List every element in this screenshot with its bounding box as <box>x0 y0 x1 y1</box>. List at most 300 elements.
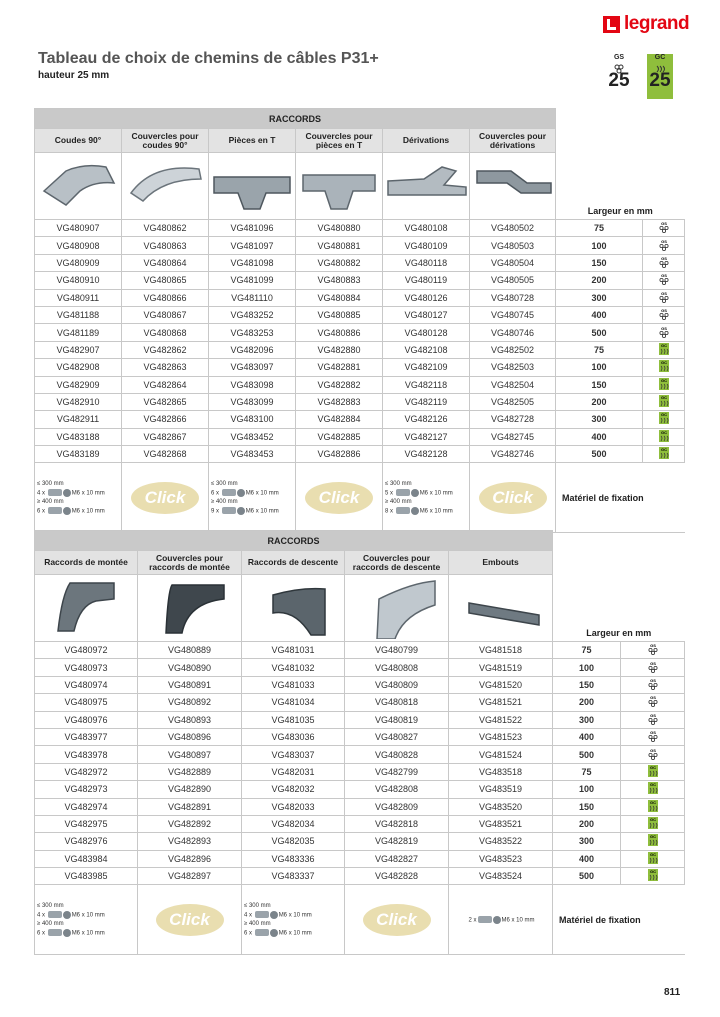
reference-cell[interactable]: VG482118 <box>383 376 470 393</box>
reference-cell[interactable]: VG481188 <box>35 306 122 323</box>
column-header: Couvercles pour pièces en T <box>296 129 383 153</box>
table-row <box>35 711 685 728</box>
gs-finish-icon <box>647 748 659 760</box>
reference-cell[interactable]: VG483519 <box>449 781 553 798</box>
reference-cell[interactable]: VG482889 <box>138 763 242 780</box>
table-row <box>35 411 685 428</box>
reference-cell[interactable]: VG482863 <box>122 359 209 376</box>
reference-cell[interactable]: VG480885 <box>296 306 383 323</box>
hardware-text: 9 x <box>211 508 220 515</box>
nut-icon <box>493 916 501 924</box>
reference-cell[interactable]: VG483524 <box>449 868 553 885</box>
svg-text:GC: GC <box>649 834 656 840</box>
click-button[interactable]: Click <box>305 482 373 514</box>
reference-cell[interactable]: VG480973 <box>35 659 138 676</box>
hardware-text: ≥ 400 mm <box>385 498 412 505</box>
table-row <box>35 815 685 832</box>
reference-cell[interactable]: VG480863 <box>122 237 209 254</box>
reference-cell[interactable]: VG480119 <box>383 272 470 289</box>
reference-cell[interactable]: VG483099 <box>209 393 296 410</box>
reference-cell[interactable]: VG480108 <box>383 220 470 237</box>
reference-cell[interactable]: VG482893 <box>138 833 242 850</box>
reference-cell[interactable]: VG483036 <box>242 728 345 745</box>
hardware-text: ≤ 300 mm <box>211 480 238 487</box>
finish-cell <box>643 393 685 410</box>
reference-cell[interactable]: VG480819 <box>345 711 449 728</box>
reference-cell[interactable]: VG482728 <box>470 411 556 428</box>
hardware-line <box>385 489 469 498</box>
reference-cell[interactable]: VG481518 <box>449 642 553 659</box>
reference-cell[interactable]: VG483098 <box>209 376 296 393</box>
couvercle-t-icon <box>297 209 381 219</box>
bolt-icon <box>222 507 236 514</box>
reference-cell[interactable]: VG482096 <box>209 341 296 358</box>
reference-cell[interactable]: VG482108 <box>383 341 470 358</box>
reference-cell[interactable]: VG480799 <box>345 642 449 659</box>
reference-cell[interactable]: VG482907 <box>35 341 122 358</box>
reference-cell[interactable]: VG480745 <box>470 306 556 323</box>
reference-cell[interactable]: VG480126 <box>383 289 470 306</box>
reference-cell[interactable]: VG482864 <box>122 376 209 393</box>
finish-cell <box>621 781 685 798</box>
reference-cell[interactable]: VG480503 <box>470 237 556 254</box>
finish-cell <box>621 728 685 745</box>
hardware-line <box>385 480 469 489</box>
hardware-text: ≤ 300 mm <box>385 480 412 487</box>
gs-finish-icon <box>647 643 659 655</box>
nut-icon <box>63 911 71 919</box>
page-number: 811 <box>664 987 681 998</box>
reference-cell[interactable]: VG483521 <box>449 815 553 832</box>
hardware-text: 6 x <box>244 930 253 937</box>
gc-finish-icon <box>659 430 669 442</box>
column-header: Coudes 90° <box>35 129 122 153</box>
reference-cell[interactable]: VG483984 <box>35 850 138 867</box>
reference-cell[interactable]: VG482502 <box>470 341 556 358</box>
reference-cell[interactable]: VG482972 <box>35 763 138 780</box>
reference-cell[interactable]: VG480504 <box>470 254 556 271</box>
reference-cell[interactable]: VG482884 <box>296 411 383 428</box>
reference-cell[interactable]: VG481520 <box>449 676 553 693</box>
svg-text:GS: GS <box>649 660 656 666</box>
reference-cell[interactable]: VG482808 <box>345 781 449 798</box>
svg-text:GS: GS <box>649 677 656 683</box>
reference-cell[interactable]: VG482828 <box>345 868 449 885</box>
page-subtitle: hauteur 25 mm <box>38 70 110 81</box>
reference-cell[interactable]: VG483100 <box>209 411 296 428</box>
reference-cell[interactable]: VG480127 <box>383 306 470 323</box>
width-cell: 150 <box>553 676 621 693</box>
reference-cell[interactable]: VG480890 <box>138 659 242 676</box>
hardware-text: 4 x <box>244 912 253 919</box>
finish-cell <box>621 659 685 676</box>
reference-cell[interactable]: VG483037 <box>242 746 345 763</box>
reference-cell[interactable]: VG480884 <box>296 289 383 306</box>
gc-badge <box>647 54 673 99</box>
hardware-text: M6 x 10 mm <box>501 917 535 924</box>
reference-cell[interactable]: VG482886 <box>296 446 383 463</box>
reference-cell[interactable]: VG482818 <box>345 815 449 832</box>
svg-text:GS: GS <box>649 730 656 736</box>
reference-cell[interactable]: VG480907 <box>35 220 122 237</box>
nut-icon <box>411 489 419 497</box>
reference-cell[interactable]: VG481096 <box>209 220 296 237</box>
reference-cell[interactable]: VG482505 <box>470 393 556 410</box>
reference-cell[interactable]: VG482128 <box>383 446 470 463</box>
reference-cell[interactable]: VG483518 <box>449 763 553 780</box>
raccords-table-2 <box>34 530 685 955</box>
svg-text:GS: GS <box>660 290 667 296</box>
reference-cell[interactable]: VG480128 <box>383 324 470 341</box>
click-button[interactable]: Click <box>131 482 199 514</box>
reference-cell[interactable]: VG481035 <box>242 711 345 728</box>
reference-cell[interactable]: VG483188 <box>35 428 122 445</box>
reference-cell[interactable]: VG481097 <box>209 237 296 254</box>
reference-cell[interactable]: VG480897 <box>138 746 242 763</box>
reference-cell[interactable]: VG481523 <box>449 728 553 745</box>
reference-cell[interactable]: VG480728 <box>470 289 556 306</box>
reference-cell[interactable]: VG482109 <box>383 359 470 376</box>
reference-cell[interactable]: VG480867 <box>122 306 209 323</box>
reference-cell[interactable]: VG481519 <box>449 659 553 676</box>
reference-cell[interactable]: VG483097 <box>209 359 296 376</box>
width-cell: 400 <box>556 306 643 323</box>
reference-cell[interactable]: VG481031 <box>242 642 345 659</box>
reference-cell[interactable]: VG483520 <box>449 798 553 815</box>
table-row <box>35 428 685 445</box>
svg-text:GS: GS <box>649 643 656 649</box>
reference-cell[interactable]: VG481098 <box>209 254 296 271</box>
reference-cell[interactable]: VG481032 <box>242 659 345 676</box>
reference-cell[interactable]: VG483523 <box>449 850 553 867</box>
reference-cell[interactable]: VG482974 <box>35 798 138 815</box>
hardware-spec <box>35 463 122 533</box>
reference-cell[interactable]: VG482127 <box>383 428 470 445</box>
bolt-icon <box>396 507 410 514</box>
product-image <box>138 575 242 642</box>
hardware-text: M6 x 10 mm <box>71 508 105 515</box>
gc-finish-icon <box>655 64 665 74</box>
reference-cell[interactable]: VG482504 <box>470 376 556 393</box>
width-cell: 150 <box>553 798 621 815</box>
hardware-text: M6 x 10 mm <box>245 508 279 515</box>
click-button[interactable]: Click <box>363 904 431 936</box>
reference-cell[interactable]: VG480882 <box>296 254 383 271</box>
reference-cell[interactable]: VG482746 <box>470 446 556 463</box>
gs-finish-icon <box>658 326 670 338</box>
hardware-line <box>37 911 137 920</box>
reference-cell[interactable]: VG482883 <box>296 393 383 410</box>
couvercle-montee-icon <box>148 631 232 641</box>
reference-cell[interactable]: VG482827 <box>345 850 449 867</box>
reference-cell[interactable]: VG482819 <box>345 833 449 850</box>
reference-cell[interactable]: VG481034 <box>242 694 345 711</box>
reference-cell[interactable]: VG480109 <box>383 237 470 254</box>
fixation-label: Matériel de fixation <box>553 885 685 955</box>
reference-cell[interactable]: VG483253 <box>209 324 296 341</box>
gc-finish-icon <box>659 447 669 459</box>
gc-finish-icon <box>648 765 658 777</box>
svg-text:GC: GC <box>649 799 656 805</box>
svg-text:GS: GS <box>660 238 667 244</box>
couvercle-descente-icon <box>355 631 439 641</box>
reference-cell[interactable]: VG483336 <box>242 850 345 867</box>
hardware-text: ≥ 400 mm <box>244 920 271 927</box>
finish-cell <box>621 798 685 815</box>
couvercle-coude-icon <box>123 209 207 219</box>
reference-cell[interactable]: VG482881 <box>296 359 383 376</box>
reference-cell[interactable]: VG483977 <box>35 728 138 745</box>
reference-cell[interactable]: VG480975 <box>35 694 138 711</box>
click-button[interactable]: Click <box>479 482 547 514</box>
reference-cell[interactable]: VG480862 <box>122 220 209 237</box>
derivation-icon <box>384 209 468 219</box>
reference-cell[interactable]: VG480808 <box>345 659 449 676</box>
svg-text:GC: GC <box>649 817 656 823</box>
hardware-text: M6 x 10 mm <box>245 490 279 497</box>
finish-cell <box>643 376 685 393</box>
finish-cell <box>643 254 685 271</box>
table-row <box>35 359 685 376</box>
hardware-text: 4 x <box>37 490 46 497</box>
reference-cell[interactable]: VG482973 <box>35 781 138 798</box>
reference-cell[interactable]: VG481110 <box>209 289 296 306</box>
hardware-line <box>244 929 344 938</box>
reference-cell[interactable]: VG483252 <box>209 306 296 323</box>
reference-cell[interactable]: VG482890 <box>138 781 242 798</box>
hardware-line <box>211 489 295 498</box>
gc-finish-icon <box>648 800 658 812</box>
hardware-text: 6 x <box>211 490 220 497</box>
reference-cell[interactable]: VG480908 <box>35 237 122 254</box>
reference-cell[interactable]: VG482885 <box>296 428 383 445</box>
svg-text:GS: GS <box>649 712 656 718</box>
width-cell: 400 <box>556 428 643 445</box>
reference-cell[interactable]: VG480910 <box>35 272 122 289</box>
reference-cell[interactable]: VG483189 <box>35 446 122 463</box>
reference-cell[interactable]: VG482910 <box>35 393 122 410</box>
bolt-icon <box>48 929 62 936</box>
hardware-line <box>244 902 344 911</box>
reference-cell[interactable]: VG481099 <box>209 272 296 289</box>
reference-cell[interactable]: VG482745 <box>470 428 556 445</box>
reference-cell[interactable]: VG481033 <box>242 676 345 693</box>
gs-value: 25 <box>608 70 630 91</box>
width-cell: 75 <box>553 763 621 780</box>
reference-cell[interactable]: VG482909 <box>35 376 122 393</box>
hardware-text: ≥ 400 mm <box>37 920 64 927</box>
reference-cell[interactable]: VG483452 <box>209 428 296 445</box>
hardware-text: 8 x <box>385 508 394 515</box>
product-image <box>209 153 296 220</box>
column-header: Dérivations <box>383 129 470 153</box>
nut-icon <box>63 507 71 515</box>
reference-cell[interactable]: VG482031 <box>242 763 345 780</box>
raccords-table-1 <box>34 108 685 533</box>
reference-cell[interactable]: VG480746 <box>470 324 556 341</box>
reference-cell[interactable]: VG480505 <box>470 272 556 289</box>
reference-cell[interactable]: VG480502 <box>470 220 556 237</box>
svg-text:GS: GS <box>660 325 667 331</box>
reference-cell[interactable]: VG483337 <box>242 868 345 885</box>
reference-cell[interactable]: VG480893 <box>138 711 242 728</box>
reference-cell[interactable]: VG482809 <box>345 798 449 815</box>
width-cell: 200 <box>553 694 621 711</box>
width-cell: 200 <box>556 272 643 289</box>
table-row <box>35 237 685 254</box>
hardware-line <box>37 489 121 498</box>
reference-cell[interactable]: VG482032 <box>242 781 345 798</box>
svg-text:GC: GC <box>649 764 656 770</box>
reference-cell[interactable]: VG480880 <box>296 220 383 237</box>
gc-code: GC <box>654 54 666 61</box>
nut-icon <box>270 929 278 937</box>
gc-finish-icon <box>659 412 669 424</box>
reference-cell[interactable]: VG483985 <box>35 868 138 885</box>
product-image <box>296 153 383 220</box>
reference-cell[interactable]: VG480827 <box>345 728 449 745</box>
reference-cell[interactable]: VG482882 <box>296 376 383 393</box>
reference-cell[interactable]: VG481189 <box>35 324 122 341</box>
brand-name: legrand <box>624 13 690 34</box>
reference-cell[interactable]: VG482126 <box>383 411 470 428</box>
reference-cell[interactable]: VG482503 <box>470 359 556 376</box>
hardware-line <box>37 480 121 489</box>
click-button[interactable]: Click <box>156 904 224 936</box>
hardware-text: ≤ 300 mm <box>244 902 271 909</box>
reference-cell[interactable]: VG480864 <box>122 254 209 271</box>
finish-cell <box>643 446 685 463</box>
finish-cell <box>643 359 685 376</box>
table-row <box>35 254 685 271</box>
reference-cell[interactable]: VG480881 <box>296 237 383 254</box>
reference-cell[interactable]: VG481521 <box>449 694 553 711</box>
reference-cell[interactable]: VG482035 <box>242 833 345 850</box>
column-header: Couvercles pour raccords de descente <box>345 551 449 575</box>
reference-cell[interactable]: VG480868 <box>122 324 209 341</box>
column-header: Couvercles pour dérivations <box>470 129 556 153</box>
reference-cell[interactable]: VG480909 <box>35 254 122 271</box>
reference-cell[interactable]: VG480911 <box>35 289 122 306</box>
hardware-line <box>37 929 137 938</box>
embout-hardware <box>449 885 553 955</box>
reference-cell[interactable]: VG482867 <box>122 428 209 445</box>
finish-cell <box>621 676 685 693</box>
hardware-text: M6 x 10 mm <box>419 490 453 497</box>
legrand-mark-icon <box>603 16 620 33</box>
finish-cell <box>643 428 685 445</box>
svg-text:GC: GC <box>649 851 656 857</box>
finish-cell <box>643 306 685 323</box>
hardware-spec <box>383 463 470 533</box>
reference-cell[interactable]: VG480865 <box>122 272 209 289</box>
finish-cell <box>643 237 685 254</box>
reference-cell[interactable]: VG480818 <box>345 694 449 711</box>
hardware-line <box>37 507 121 516</box>
gc-finish-icon <box>659 395 669 407</box>
reference-cell[interactable]: VG482897 <box>138 868 242 885</box>
hardware-text: 2 x <box>468 917 477 924</box>
reference-cell[interactable]: VG482799 <box>345 763 449 780</box>
gs-finish-icon <box>647 661 659 673</box>
reference-cell[interactable]: VG482896 <box>138 850 242 867</box>
reference-cell[interactable]: VG482034 <box>242 815 345 832</box>
table-row <box>35 341 685 358</box>
reference-cell[interactable]: VG482975 <box>35 815 138 832</box>
reference-cell[interactable]: VG482911 <box>35 411 122 428</box>
reference-cell[interactable]: VG480896 <box>138 728 242 745</box>
reference-cell[interactable]: VG482868 <box>122 446 209 463</box>
reference-cell[interactable]: VG482880 <box>296 341 383 358</box>
hardware-text: M6 x 10 mm <box>71 912 105 919</box>
table-row <box>35 306 685 323</box>
reference-cell[interactable]: VG482862 <box>122 341 209 358</box>
finish-cell <box>621 868 685 885</box>
reference-cell[interactable]: VG480891 <box>138 676 242 693</box>
width-cell: 100 <box>553 781 621 798</box>
reference-cell[interactable]: VG483453 <box>209 446 296 463</box>
hardware-line <box>37 498 121 507</box>
reference-cell[interactable]: VG480886 <box>296 324 383 341</box>
reference-cell[interactable]: VG482908 <box>35 359 122 376</box>
reference-cell[interactable]: VG483522 <box>449 833 553 850</box>
reference-cell[interactable]: VG480976 <box>35 711 138 728</box>
reference-cell[interactable]: VG480889 <box>138 642 242 659</box>
reference-cell[interactable]: VG482976 <box>35 833 138 850</box>
reference-cell[interactable]: VG482892 <box>138 815 242 832</box>
hardware-line <box>385 498 469 507</box>
reference-cell[interactable]: VG482119 <box>383 393 470 410</box>
reference-cell[interactable]: VG480828 <box>345 746 449 763</box>
gc-finish-icon <box>648 852 658 864</box>
width-cell: 300 <box>556 411 643 428</box>
gc-finish-icon <box>648 869 658 881</box>
reference-cell[interactable]: VG481524 <box>449 746 553 763</box>
width-cell: 400 <box>553 850 621 867</box>
width-cell: 150 <box>556 254 643 271</box>
finish-cell <box>621 694 685 711</box>
reference-cell[interactable]: VG480972 <box>35 642 138 659</box>
width-cell: 300 <box>556 289 643 306</box>
reference-cell[interactable]: VG483978 <box>35 746 138 763</box>
reference-cell[interactable]: VG480883 <box>296 272 383 289</box>
reference-cell[interactable]: VG480809 <box>345 676 449 693</box>
gs-finish-icon <box>658 256 670 268</box>
reference-cell[interactable]: VG481522 <box>449 711 553 728</box>
product-image <box>449 575 553 642</box>
table-row <box>35 659 685 676</box>
table-row <box>35 850 685 867</box>
gs-finish-icon <box>647 678 659 690</box>
reference-cell[interactable]: VG482891 <box>138 798 242 815</box>
reference-cell[interactable]: VG482866 <box>122 411 209 428</box>
reference-cell[interactable]: VG482033 <box>242 798 345 815</box>
hardware-text: 6 x <box>37 930 46 937</box>
reference-cell[interactable]: VG480118 <box>383 254 470 271</box>
couvercle-derivation-icon <box>471 209 555 219</box>
reference-cell[interactable]: VG482865 <box>122 393 209 410</box>
reference-cell[interactable]: VG480892 <box>138 694 242 711</box>
svg-text:GC: GC <box>649 782 656 788</box>
gc-finish-icon <box>659 378 669 390</box>
table-row <box>35 446 685 463</box>
reference-cell[interactable]: VG480974 <box>35 676 138 693</box>
reference-cell[interactable]: VG480866 <box>122 289 209 306</box>
width-cell: 200 <box>553 815 621 832</box>
click-cell <box>470 463 556 533</box>
product-image <box>383 153 470 220</box>
hardware-line <box>244 911 344 920</box>
